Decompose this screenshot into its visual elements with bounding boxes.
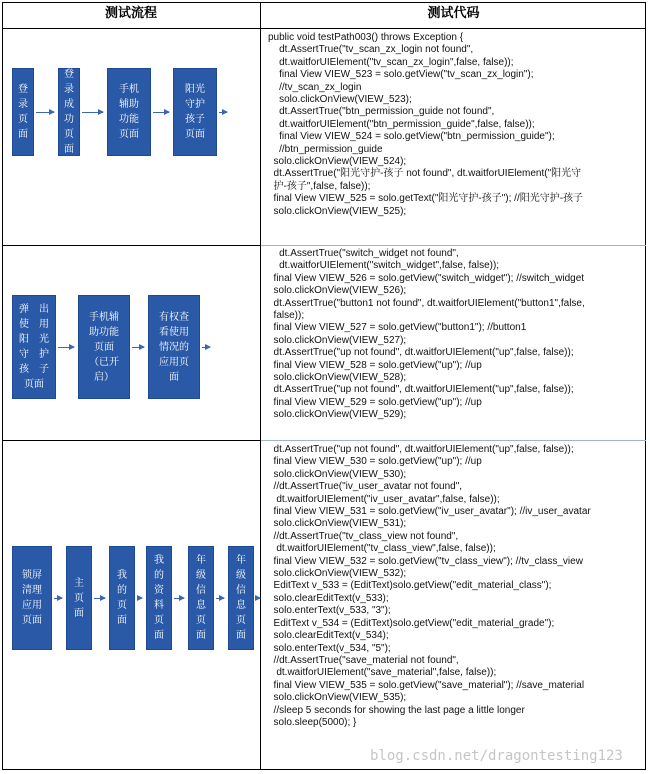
code-line: dt.waitforUIElement("btn_permission_guide",false, false)); [268, 118, 535, 130]
column-divider [260, 2, 261, 770]
code-line: false)); [268, 310, 305, 322]
code-line: dt.AssertTrue("button1 not found", dt.waitforUIElement("button1",false, [268, 297, 585, 309]
code-line: solo.clickOnView(VIEW_531); [268, 518, 407, 530]
code-line: final View VIEW_532 = solo.getView("tv_class_view"); //tv_class_view [268, 555, 583, 567]
code-line: dt.AssertTrue("tv_scan_zx_login not found", [268, 44, 474, 56]
flow-3-arrow-2 [94, 598, 105, 599]
code-line: dt.waitforUIElement("tv_class_view",false, false)); [268, 543, 496, 555]
flow-2-step-3: 有权查 看使用 情况的 应用页 面 [148, 295, 200, 399]
code-line: final View VIEW_535 = solo.getView("save_material"); //save_material [268, 679, 585, 691]
code-line: dt.AssertTrue("switch_widget not found", [268, 248, 459, 259]
flow-2-arrow-1 [58, 347, 74, 348]
flow-1-arrow-3 [153, 112, 169, 113]
flow-3-step-3: 我 的 页 面 [109, 546, 135, 650]
code-line: solo.sleep(5000); } [268, 716, 357, 728]
code-line: solo.clickOnView(VIEW_529); [268, 409, 407, 421]
flow-3-arrow-5 [216, 598, 224, 599]
code-block-2 [268, 248, 585, 422]
flow-2-arrow-2 [132, 347, 144, 348]
code-line: //tv_scan_zx_login [268, 81, 362, 93]
code-line: solo.clickOnView(VIEW_528); [268, 372, 407, 384]
row-divider-1 [261, 245, 646, 246]
flow-1-step-4: 阳光 守护 孩子 页面 [173, 68, 217, 156]
flow-1-step-1: 登 录 页 面 [12, 68, 34, 156]
row-divider-2 [261, 440, 646, 441]
code-line: final View VIEW_531 = solo.getView("iv_user_avatar"); //iv_user_avatar [268, 506, 591, 518]
code-line: solo.clickOnView(VIEW_525); [268, 205, 407, 217]
code-line: final View VIEW_530 = solo.getView("up"); //up [268, 456, 482, 468]
code-line: //btn_permission_guide [268, 143, 383, 155]
flow-3-step-4: 我 的 资 料 页 面 [146, 546, 172, 650]
code-line: solo.clearEditText(v_534); [268, 630, 389, 642]
code-line: solo.clickOnView(VIEW_535); [268, 692, 407, 704]
code-line: //sleep 5 seconds for showing the last page a little longer [268, 704, 525, 716]
flow-3-arrow-4 [174, 598, 184, 599]
code-line: solo.clickOnView(VIEW_530); [268, 468, 407, 480]
code-line: solo.enterText(v_533, "3"); [268, 605, 391, 617]
flow-3-step-5: 年 级 信 息 页 面 [188, 546, 214, 650]
row-divider-left-2 [2, 440, 260, 441]
code-block-1 [268, 32, 583, 218]
code-line: dt.AssertTrue("up not found", dt.waitforUIElement("up",false, false)); [268, 444, 574, 455]
code-line: solo.clickOnView(VIEW_526); [268, 285, 407, 297]
header-divider [2, 28, 646, 29]
flow-3-arrow-1 [54, 598, 62, 599]
flow-1-arrow-1 [36, 112, 54, 113]
code-line: final View VIEW_528 = solo.getView("up"); //up [268, 359, 482, 371]
code-line: //dt.AssertTrue("save_material not found", [268, 654, 459, 666]
code-line: //dt.AssertTrue("tv_class_view not found", [268, 530, 459, 542]
code-line: solo.clickOnView(VIEW_532); [268, 568, 407, 580]
code-line: final View VIEW_525 = solo.getText("阳光守护-孩子"); //阳光守护-孩子 [268, 193, 584, 205]
code-line: final View VIEW_527 = solo.getView("button1"); //button1 [268, 322, 527, 334]
code-line: public void testPath003() throws Exception { [268, 32, 464, 43]
code-line: solo.enterText(v_534, "5"); [268, 642, 391, 654]
code-line: //dt.AssertTrue("iv_user_avatar not found", [268, 481, 463, 493]
header-test-code: 测试代码 [427, 6, 480, 21]
flow-1-arrow-2 [82, 112, 103, 113]
flow-1-step-3: 手机 辅助 功能 页面 [107, 68, 151, 156]
code-line: dt.waitforUIElement("iv_user_avatar",false, false)); [268, 493, 500, 505]
flow-2-arrow-3 [202, 347, 210, 348]
code-line: dt.AssertTrue("阳光守护-孩子 not found", dt.waitforUIElement("阳光守 [268, 168, 582, 180]
code-line: solo.clearEditText(v_533); [268, 592, 389, 604]
flow-2-step-2: 手机辅 助功能 页面 （已开 启） [78, 295, 130, 399]
code-line: final View VIEW_526 = solo.getView("switch_widget"); //switch_widget [268, 272, 585, 284]
code-line: dt.waitforUIElement("tv_scan_zx_login",false, false)); [268, 56, 514, 68]
flow-1-step-2: 登 录 成 功 页 面 [58, 68, 80, 156]
code-line: 护-孩子",false, false)); [268, 180, 371, 192]
code-line: dt.AssertTrue("btn_permission_guide not found", [268, 106, 495, 118]
code-line: dt.AssertTrue("up not found", dt.waitforUIElement("up",false, false)); [268, 347, 574, 359]
flow-3-arrow-3 [137, 598, 142, 599]
code-line: dt.AssertTrue("up not found", dt.waitforUIElement("up",false, false)); [268, 384, 574, 396]
row-divider-left-1 [2, 245, 260, 246]
code-line: solo.clickOnView(VIEW_527); [268, 334, 407, 346]
code-line: solo.clickOnView(VIEW_524); [268, 156, 407, 168]
code-line: EditText v_534 = (EditText)solo.getView("edit_material_grade"); [268, 617, 555, 629]
flow-3-arrow-6 [256, 598, 260, 599]
code-line: solo.clickOnView(VIEW_523); [268, 94, 412, 106]
code-line: final View VIEW_523 = solo.getView("tv_scan_zx_login"); [268, 69, 534, 81]
flow-3-step-6: 年 级 信 息 页 面 [228, 546, 254, 650]
flow-1-arrow-4 [219, 112, 227, 113]
header-test-flow: 测试流程 [104, 6, 157, 21]
flow-3-step-1: 锁屏 清理 应用 页面 [12, 546, 52, 650]
code-line: dt.waitforUIElement("save_material",false, false)); [268, 667, 497, 679]
code-line: final View VIEW_524 = solo.getView("btn_permission_guide"); [268, 131, 555, 143]
flow-2-step-1: 弹 出 使 用 阳 光 守 护 孩 子 页面 [12, 295, 56, 399]
watermark: blog.csdn.net/dragontesting123 [370, 748, 623, 764]
code-block-3 [268, 444, 591, 729]
code-line: dt.waitforUIElement("switch_widget",false, false)); [268, 260, 500, 272]
flow-3-step-2: 主 页 面 [66, 546, 92, 650]
code-line: final View VIEW_529 = solo.getView("up"); //up [268, 396, 482, 408]
code-line: EditText v_533 = (EditText)solo.getView("edit_material_class"); [268, 580, 552, 592]
